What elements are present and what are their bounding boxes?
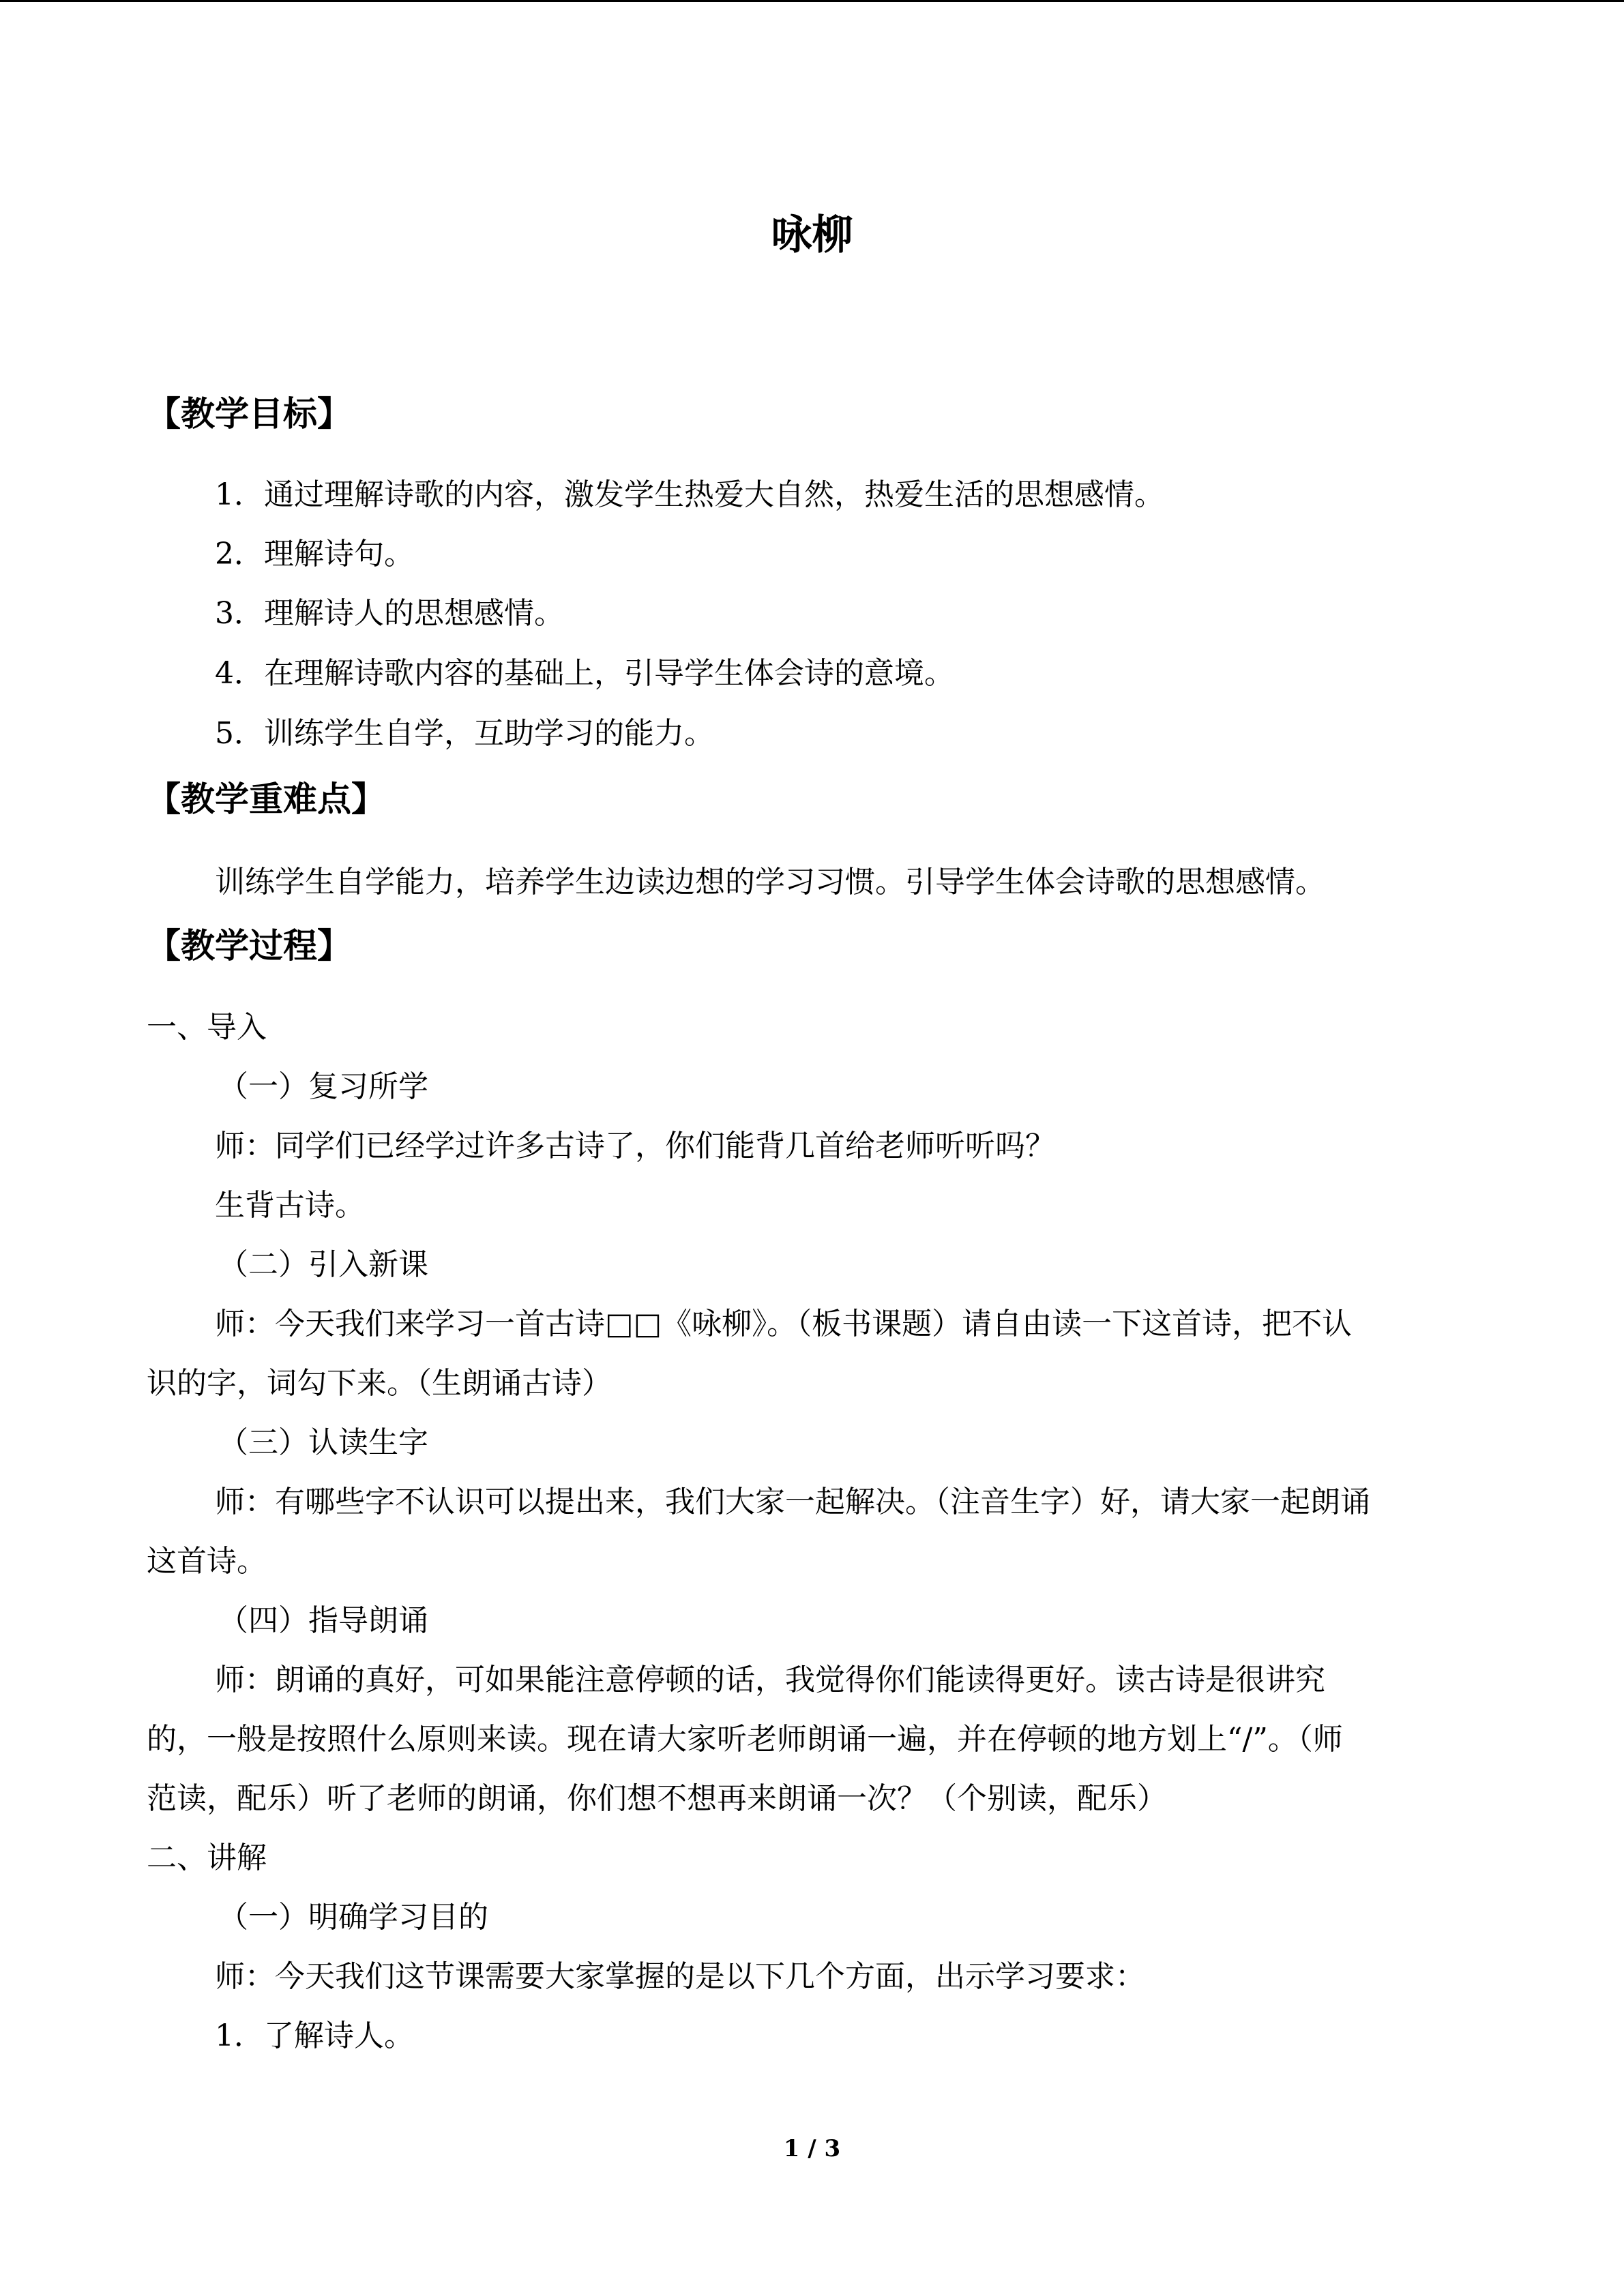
process-line: 识的字，词勾下来。（生朗诵古诗） <box>147 1366 612 1401</box>
process-line: （三）认读生字 <box>218 1425 428 1460</box>
process-line: 一、导入 <box>147 1010 267 1045</box>
process-line: 范读，配乐）听了老师的朗诵，你们想不想再来朗诵一次？（个别读，配乐） <box>147 1781 1167 1816</box>
process-line: 师：朗诵的真好，可如果能注意停顿的话，我觉得你们能读得更好。读古诗是很讲究 <box>215 1663 1325 1697</box>
section-heading-goals: 【教学目标】 <box>147 394 351 434</box>
process-line: 这首诗。 <box>147 1544 267 1579</box>
process-line: 师：今天我们这节课需要大家掌握的是以下几个方面，出示学习要求： <box>215 1959 1145 1994</box>
process-line: 生背古诗。 <box>215 1188 365 1223</box>
process-line: （一）复习所学 <box>218 1069 428 1104</box>
process-line: 师：今天我们来学习一首古诗□□《咏柳》。（板书课题）请自由读一下这首诗，把不认 <box>215 1307 1353 1341</box>
section-heading-process: 【教学过程】 <box>147 926 351 966</box>
process-line: 师：有哪些字不认识可以提出来，我们大家一起解决。（注音生字）好，请大家一起朗诵 <box>215 1485 1370 1519</box>
goal-item: 1．通过理解诗歌的内容，激发学生热爱大自然，热爱生活的思想感情。 <box>215 477 1164 512</box>
process-line: （四）指导朗诵 <box>218 1603 428 1638</box>
goal-item: 5．训练学生自学，互助学习的能力。 <box>215 716 714 751</box>
document-title: 咏柳 <box>771 211 853 259</box>
process-line: 二、讲解 <box>147 1840 267 1875</box>
process-line: （一）明确学习目的 <box>218 1900 488 1935</box>
goal-item: 3．理解诗人的思想感情。 <box>215 596 564 631</box>
process-line: 1．了解诗人。 <box>215 2018 414 2053</box>
page-number: 1 / 3 <box>783 2135 841 2162</box>
key-points-text: 训练学生自学能力，培养学生边读边想的学习习惯。引导学生体会诗歌的思想感情。 <box>215 865 1325 899</box>
goal-item: 4．在理解诗歌内容的基础上，引导学生体会诗的意境。 <box>215 656 954 691</box>
goal-item: 2．理解诗句。 <box>215 537 414 571</box>
process-line: 的，一般是按照什么原则来读。现在请大家听老师朗诵一遍，并在停顿的地方划上“/”。（师 <box>147 1722 1343 1757</box>
section-heading-key-points: 【教学重难点】 <box>147 779 385 819</box>
process-line: （二）引入新课 <box>218 1247 428 1282</box>
top-border <box>0 0 1624 2</box>
process-line: 师：同学们已经学过许多古诗了，你们能背几首给老师听听吗？ <box>215 1129 1055 1163</box>
